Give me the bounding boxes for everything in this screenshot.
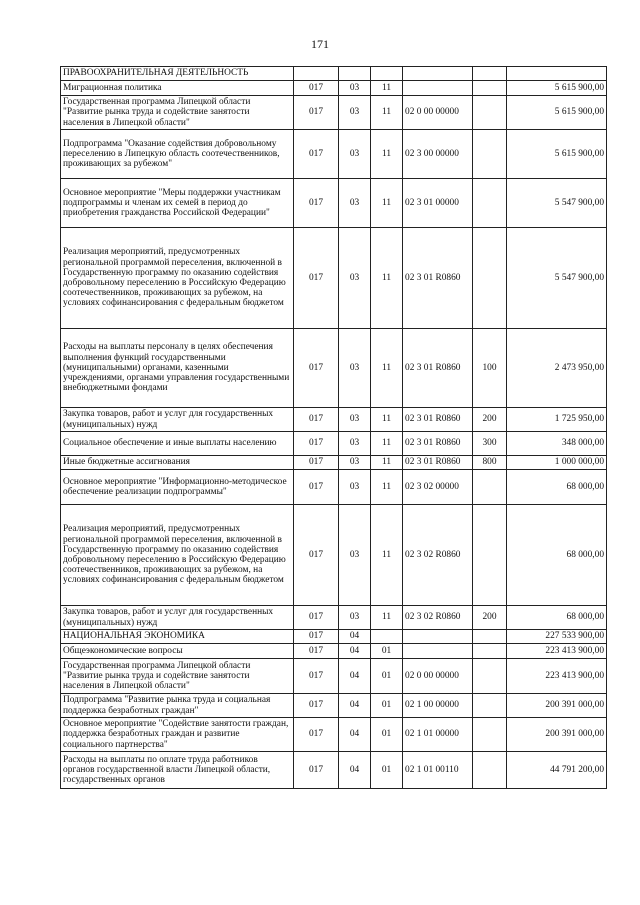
row-section-code: 04 <box>339 630 371 644</box>
budget-table <box>60 66 607 789</box>
row-name: Иные бюджетные ассигнования <box>61 456 294 470</box>
row-target-code: 02 1 00 00000 <box>403 694 473 718</box>
row-gr-code: 017 <box>294 81 339 96</box>
row-gr-code: 017 <box>294 752 339 789</box>
table-row <box>61 505 607 606</box>
row-subsection-code: 11 <box>371 81 403 96</box>
row-subsection-code <box>371 630 403 644</box>
row-expense-type: 200 <box>473 408 507 432</box>
row-name: Расходы на выплаты по оплате труда работников органов государственной власти Липецкой области, государственных органов <box>61 752 294 789</box>
row-subsection-code: 11 <box>371 505 403 606</box>
row-section-code: 03 <box>339 179 371 228</box>
row-target-code: 02 3 01 R0860 <box>403 228 473 329</box>
row-expense-type <box>473 694 507 718</box>
row-name: НАЦИОНАЛЬНАЯ ЭКОНОМИКА <box>61 630 294 644</box>
table-row <box>61 432 607 456</box>
row-subsection-code: 11 <box>371 228 403 329</box>
row-expense-type <box>473 659 507 694</box>
table-row <box>61 329 607 408</box>
row-expense-type <box>473 644 507 659</box>
row-name: ПРАВООХРАНИТЕЛЬНАЯ ДЕЯТЕЛЬНОСТЬ <box>61 67 294 81</box>
row-expense-type <box>473 96 507 130</box>
table-row <box>61 644 607 659</box>
row-expense-type <box>473 752 507 789</box>
row-section-code <box>339 67 371 81</box>
row-expense-type <box>473 81 507 96</box>
row-amount: 68 000,00 <box>507 470 607 505</box>
table-row <box>61 630 607 644</box>
row-subsection-code: 11 <box>371 130 403 179</box>
row-gr-code: 017 <box>294 694 339 718</box>
table-row <box>61 470 607 505</box>
table-row <box>61 659 607 694</box>
row-amount: 1 000 000,00 <box>507 456 607 470</box>
row-section-code: 03 <box>339 130 371 179</box>
row-name: Государственная программа Липецкой области "Развитие рынка труда и содействие занятости населения в Липецкой области" <box>61 659 294 694</box>
row-section-code: 03 <box>339 329 371 408</box>
row-expense-type: 300 <box>473 432 507 456</box>
row-amount <box>507 67 607 81</box>
table-row <box>61 96 607 130</box>
row-expense-type <box>473 67 507 81</box>
row-gr-code: 017 <box>294 408 339 432</box>
row-target-code: 02 3 01 R0860 <box>403 432 473 456</box>
row-target-code <box>403 81 473 96</box>
row-gr-code: 017 <box>294 456 339 470</box>
row-target-code: 02 3 01 R0860 <box>403 329 473 408</box>
row-name: Основное мероприятие "Информационно-методическое обеспечение реализации подпрограммы" <box>61 470 294 505</box>
row-target-code: 02 3 02 R0860 <box>403 505 473 606</box>
row-section-code: 03 <box>339 228 371 329</box>
row-subsection-code: 11 <box>371 456 403 470</box>
row-name: Реализация мероприятий, предусмотренных региональной программой переселения, включенной в Государственную программу по оказанию содействия добровольному переселению в Российскую Федерацию соотечественников, проживающих за рубежом, на условиях софинансирования с федеральным бюджетом <box>61 228 294 329</box>
row-amount: 200 391 000,00 <box>507 694 607 718</box>
row-subsection-code: 01 <box>371 718 403 752</box>
row-expense-type <box>473 630 507 644</box>
table-row <box>61 718 607 752</box>
row-target-code: 02 3 01 R0860 <box>403 456 473 470</box>
row-section-code: 04 <box>339 644 371 659</box>
row-gr-code: 017 <box>294 179 339 228</box>
row-subsection-code: 11 <box>371 329 403 408</box>
row-gr-code: 017 <box>294 130 339 179</box>
row-expense-type <box>473 228 507 329</box>
row-amount: 44 791 200,00 <box>507 752 607 789</box>
row-section-code: 03 <box>339 96 371 130</box>
row-section-code: 03 <box>339 432 371 456</box>
row-subsection-code: 11 <box>371 96 403 130</box>
row-amount: 227 533 900,00 <box>507 630 607 644</box>
row-name: Основное мероприятие "Содействие занятости граждан, поддержка безработных граждан и развитие социального партнерства" <box>61 718 294 752</box>
row-target-code <box>403 644 473 659</box>
row-gr-code: 017 <box>294 644 339 659</box>
row-amount: 68 000,00 <box>507 505 607 606</box>
row-name: Реализация мероприятий, предусмотренных региональной программой переселения, включенной в Государственную программу по оказанию содействия добровольному переселению в Российскую Федерацию соотечественников, проживающих за рубежом, на условиях софинансирования с федеральным бюджетом <box>61 505 294 606</box>
row-gr-code: 017 <box>294 470 339 505</box>
row-target-code: 02 3 01 00000 <box>403 179 473 228</box>
row-section-code: 03 <box>339 456 371 470</box>
row-target-code: 02 3 01 R0860 <box>403 408 473 432</box>
row-gr-code: 017 <box>294 228 339 329</box>
row-subsection-code: 01 <box>371 644 403 659</box>
row-gr-code: 017 <box>294 432 339 456</box>
row-name: Государственная программа Липецкой области "Развитие рынка труда и содействие занятости населения в Липецкой области" <box>61 96 294 130</box>
row-gr-code: 017 <box>294 718 339 752</box>
table-row <box>61 456 607 470</box>
row-target-code: 02 1 01 00110 <box>403 752 473 789</box>
table-row <box>61 408 607 432</box>
table-row <box>61 606 607 630</box>
row-subsection-code: 01 <box>371 752 403 789</box>
row-target-code <box>403 67 473 81</box>
row-amount: 200 391 000,00 <box>507 718 607 752</box>
row-name: Подпрограмма "Развитие рынка труда и социальная поддержка безработных граждан" <box>61 694 294 718</box>
row-section-code: 03 <box>339 81 371 96</box>
row-subsection-code: 11 <box>371 470 403 505</box>
row-gr-code: 017 <box>294 96 339 130</box>
row-amount: 223 413 900,00 <box>507 644 607 659</box>
row-subsection-code: 11 <box>371 432 403 456</box>
row-name: Подпрограмма "Оказание содействия добровольному переселению в Липецкую область соотечественников, проживающих за рубежом" <box>61 130 294 179</box>
row-amount: 5 547 900,00 <box>507 179 607 228</box>
row-amount: 348 000,00 <box>507 432 607 456</box>
row-expense-type <box>473 179 507 228</box>
row-target-code: 02 3 00 00000 <box>403 130 473 179</box>
row-expense-type <box>473 505 507 606</box>
row-amount: 223 413 900,00 <box>507 659 607 694</box>
table-row <box>61 179 607 228</box>
row-section-code: 04 <box>339 718 371 752</box>
row-subsection-code: 11 <box>371 179 403 228</box>
row-name: Общеэкономические вопросы <box>61 644 294 659</box>
row-name: Закупка товаров, работ и услуг для государственных (муниципальных) нужд <box>61 408 294 432</box>
row-subsection-code: 01 <box>371 694 403 718</box>
row-name: Миграционная политика <box>61 81 294 96</box>
row-amount: 1 725 950,00 <box>507 408 607 432</box>
row-section-code: 03 <box>339 408 371 432</box>
row-expense-type <box>473 130 507 179</box>
row-expense-type: 800 <box>473 456 507 470</box>
row-subsection-code: 11 <box>371 408 403 432</box>
row-target-code <box>403 630 473 644</box>
row-gr-code: 017 <box>294 606 339 630</box>
row-expense-type <box>473 470 507 505</box>
row-target-code: 02 3 02 00000 <box>403 470 473 505</box>
table-row <box>61 752 607 789</box>
row-section-code: 04 <box>339 694 371 718</box>
row-subsection-code <box>371 67 403 81</box>
table-row <box>61 67 607 81</box>
row-name: Расходы на выплаты персоналу в целях обеспечения выполнения функций государственными (муниципальными) органами, казенными учреждениями, органами управления государственными внебюджетными фондами <box>61 329 294 408</box>
row-amount: 2 473 950,00 <box>507 329 607 408</box>
row-gr-code <box>294 67 339 81</box>
row-section-code: 03 <box>339 505 371 606</box>
row-name: Социальное обеспечение и иные выплаты населению <box>61 432 294 456</box>
row-target-code: 02 3 02 R0860 <box>403 606 473 630</box>
row-section-code: 03 <box>339 470 371 505</box>
row-amount: 5 615 900,00 <box>507 81 607 96</box>
row-target-code: 02 1 01 00000 <box>403 718 473 752</box>
row-gr-code: 017 <box>294 630 339 644</box>
table-row <box>61 694 607 718</box>
row-gr-code: 017 <box>294 659 339 694</box>
row-amount: 5 615 900,00 <box>507 96 607 130</box>
row-amount: 5 547 900,00 <box>507 228 607 329</box>
row-name: Основное мероприятие "Меры поддержки участникам подпрограммы и членам их семей в период до приобретения гражданства Российской Федерации" <box>61 179 294 228</box>
row-section-code: 04 <box>339 659 371 694</box>
row-target-code: 02 0 00 00000 <box>403 659 473 694</box>
row-subsection-code: 11 <box>371 606 403 630</box>
row-expense-type <box>473 718 507 752</box>
row-expense-type: 100 <box>473 329 507 408</box>
row-subsection-code: 01 <box>371 659 403 694</box>
row-amount: 5 615 900,00 <box>507 130 607 179</box>
table-row <box>61 228 607 329</box>
table-row <box>61 81 607 96</box>
row-gr-code: 017 <box>294 329 339 408</box>
row-expense-type: 200 <box>473 606 507 630</box>
row-name: Закупка товаров, работ и услуг для государственных (муниципальных) нужд <box>61 606 294 630</box>
table-row <box>61 130 607 179</box>
row-target-code: 02 0 00 00000 <box>403 96 473 130</box>
row-section-code: 04 <box>339 752 371 789</box>
row-section-code: 03 <box>339 606 371 630</box>
row-gr-code: 017 <box>294 505 339 606</box>
row-amount: 68 000,00 <box>507 606 607 630</box>
page-number: 171 <box>311 37 329 51</box>
